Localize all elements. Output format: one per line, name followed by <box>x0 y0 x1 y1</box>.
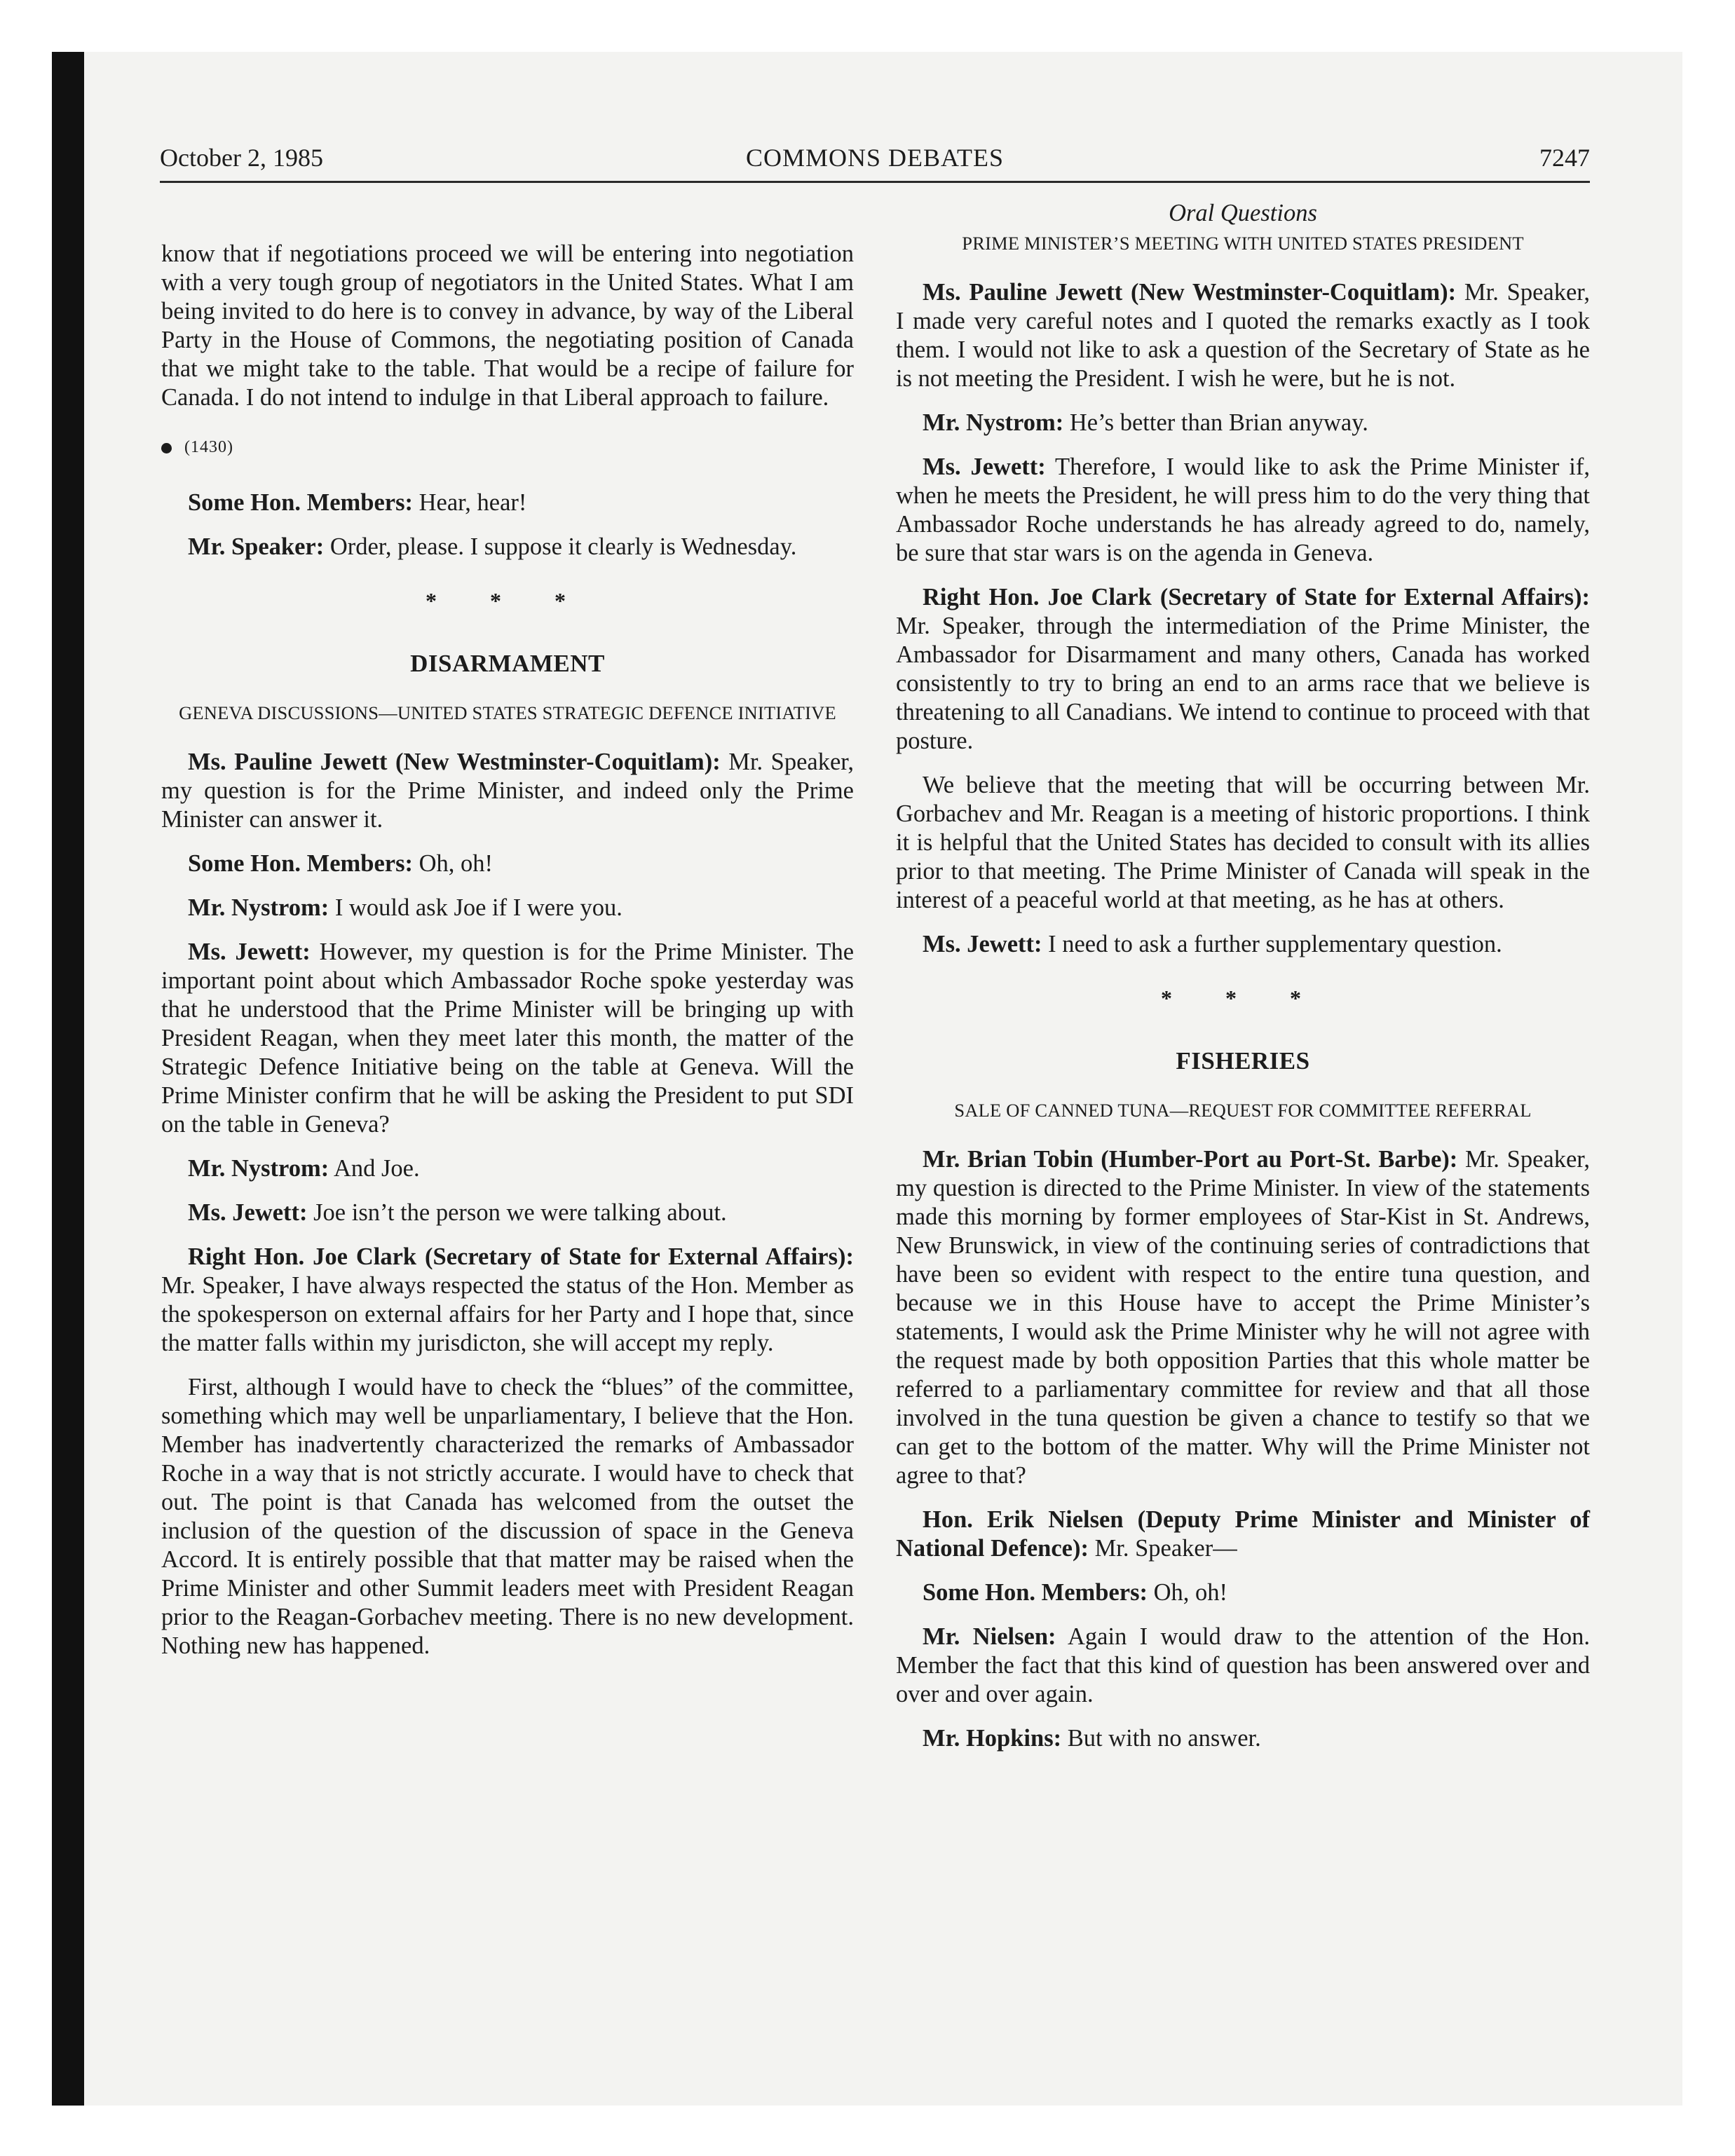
right-column <box>896 199 1590 1768</box>
speech-text: But with no answer. <box>1061 1725 1261 1752</box>
paragraph: know that if negotiations proceed we will be entering into negotiation with a very tough group of negotiators in the United States. What I am being invited to do here is to convey in advance, by way of the Liberal Party in the House of Commons, the negotiating position of Canada that we might take to the table. That would be a recipe of failure for Canada. I do not intend to indulge in that Liberal approach to failure. <box>161 240 854 411</box>
speech-text: Oh, oh! <box>1147 1579 1228 1606</box>
speech-text: Mr. Speaker— <box>1088 1535 1237 1562</box>
paragraph <box>896 1724 1590 1753</box>
paragraph <box>896 278 1590 393</box>
paragraph <box>896 453 1590 568</box>
paragraph <box>896 409 1590 437</box>
paragraph: We believe that the meeting that will be occurring between Mr. Gorbachev and Mr. Reagan is a meeting of historic proportions. I think it is helpful that the United States has decided to consult with its allies prior to that meeting. The Prime Minister of Canada will speak in the interest of a peaceful world at that meeting, as he has at others. <box>896 772 1590 913</box>
paragraph <box>161 748 854 834</box>
paragraph <box>896 1506 1590 1563</box>
speaker-name: Ms. Jewett: <box>188 939 311 965</box>
speech-text: Hear, hear! <box>412 489 527 516</box>
speaker-name: Ms. Jewett: <box>188 1199 308 1226</box>
speaker-name: Mr. Speaker: <box>188 533 325 560</box>
speaker-name: Some Hon. Members: <box>188 850 413 877</box>
speech-text: I need to ask a further supplementary question. <box>1042 931 1502 957</box>
left-column <box>161 240 854 1676</box>
speech-text: Mr. Speaker, through the intermediation of the Prime Minister, the Ambassador for Disarmament and many others, Canada has worked consistently to try to bring an end to an arms race that we believe is threatening to all Canadians. We intend to continue to proceed with that posture. <box>896 613 1590 754</box>
paragraph <box>896 1145 1590 1490</box>
header-date: October 2, 1985 <box>160 144 323 172</box>
section-heading: FISHERIES <box>1176 1047 1310 1074</box>
subheading: PRIME MINISTER’S MEETING WITH UNITED STATES PRESIDENT <box>962 233 1524 254</box>
speech-text: Mr. Speaker, I made very careful notes and I quoted the remarks exactly as I took them. I would not like to ask a question of the Secretary of State as he is not meeting the President. I wish he were, but he is not. <box>896 279 1590 392</box>
speech-text: Mr. Speaker, my question is directed to the Prime Minister. In view of the statements made this morning by former employees of Star-Kist in St. Andrews, New Brunswick, in view of the continuing series of contradictions that have been so evident with respect to the entire tuna question, and because we in this House have to accept the Prime Minister’s statements, I would ask the Prime Minister why he will not agree with the request made by both opposition Parties that this whole matter be referred to a parliamentary committee for review and that all those involved in the tuna question be given a chance to testify so that we can get to the bottom of the matter. Why will the Prime Minister not agree to that? <box>896 1146 1590 1489</box>
speaker-name: Ms. Jewett: <box>923 931 1042 957</box>
speaker-name: Ms. Pauline Jewett (New Westminster-Coquitlam): <box>923 279 1457 306</box>
paragraph <box>896 583 1590 756</box>
speech-text: Mr. Speaker, I have always respected the status of the Hon. Member as the spokesperson on external affairs for her Party and I hope that, since the matter falls within my jurisdicton, she will accept my reply. <box>161 1272 854 1356</box>
paragraph <box>161 1154 854 1183</box>
page-header <box>160 143 1590 182</box>
header-rule <box>160 181 1590 183</box>
section-heading: DISARMAMENT <box>410 650 605 677</box>
speaker-name: Some Hon. Members: <box>188 489 413 516</box>
bullet-icon <box>161 443 172 453</box>
paragraph: First, although I would have to check the “blues” of the committee, something which may well be unparliamentary, I believe that the Hon. Member has inadvertently characterized the remarks of Ambassador Roche in a way that is not strictly accurate. I would have to check that out. The point is that Canada has welcomed from the outset the inclusion of the question of the discussion of space in the Geneva Accord. It is entirely possible that that matter may be raised when the Prime Minister and other Summit leaders meet with President Reagan prior to the Reagan-Gorbachev meeting. There is no new development. Nothing new has happened. <box>161 1374 854 1659</box>
section-separator: * * * <box>426 588 590 613</box>
speech-text: Order, please. I suppose it clearly is Wednesday. <box>324 533 797 560</box>
subheading: SALE OF CANNED TUNA—REQUEST FOR COMMITTEE REFERRAL <box>954 1100 1532 1121</box>
speech-text: I would ask Joe if I were you. <box>329 894 622 921</box>
speaker-name: Mr. Brian Tobin (Humber-Port au Port-St. Barbe): <box>923 1146 1458 1173</box>
time-marker-text: (1430) <box>184 438 233 456</box>
speech-text: Mr. Speaker, my question is for the Prime Minister, and indeed only the Prime Minister can answer it. <box>161 749 854 833</box>
speaker-name: Ms. Jewett: <box>923 453 1046 480</box>
speaker-name: Ms. Pauline Jewett (New Westminster-Coquitlam): <box>188 749 721 775</box>
section-separator: * * * <box>1161 985 1325 1011</box>
paragraph <box>161 894 854 922</box>
paragraph <box>161 1199 854 1227</box>
speaker-name: Mr. Hopkins: <box>923 1725 1062 1752</box>
speech-text: However, my question is for the Prime Minister. The important point about which Ambassador Roche spoke yesterday was that he understood that the Prime Minister will be bringing up with President Reagan, when they meet later this month, the matter of the Strategic Defence Initiative being on the table at Geneva. Will the Prime Minister confirm that he will be asking the President to put SDI on the table in Geneva? <box>161 939 855 1138</box>
speech-text: Therefore, I would like to ask the Prime Minister if, when he meets the President, he will press him to do the very thing that Ambassador Roche understands he has already agreed to do, namely, be sure that star wars is on the agenda in Geneva. <box>896 453 1590 566</box>
header-page-number: 7247 <box>1539 144 1590 172</box>
subheading: GENEVA DISCUSSIONS—UNITED STATES STRATEGIC DEFENCE INITIATIVE <box>179 702 836 723</box>
paragraph <box>161 489 854 517</box>
speaker-name: Mr. Nystrom: <box>188 1155 329 1182</box>
speaker-name: Right Hon. Joe Clark (Secretary of State for External Affairs): <box>923 584 1590 610</box>
speech-text: Oh, oh! <box>412 850 494 877</box>
speaker-name: Mr. Nystrom: <box>188 894 329 921</box>
binding-edge <box>52 52 84 2106</box>
paragraph <box>161 1243 854 1358</box>
paragraph <box>161 533 854 561</box>
speaker-name: Hon. Erik Nielsen (Deputy Prime Minister and Minister of National Defence): <box>896 1506 1590 1562</box>
speech-text: Joe isn’t the person we were talking about. <box>307 1199 727 1226</box>
speaker-name: Some Hon. Members: <box>923 1579 1148 1606</box>
speaker-name: Right Hon. Joe Clark (Secretary of State for External Affairs): <box>188 1243 854 1270</box>
speech-text: Again I would draw to the attention of the Hon. Member the fact that this kind of question has been answered over and over and over again. <box>896 1623 1590 1707</box>
time-marker <box>161 433 854 462</box>
paragraph <box>896 930 1590 959</box>
paragraph <box>896 1578 1590 1607</box>
header-title: COMMONS DEBATES <box>745 144 1005 172</box>
paragraph <box>161 850 854 878</box>
speaker-name: Mr. Nielsen: <box>923 1623 1056 1650</box>
running-head: Oral Questions <box>1169 200 1317 226</box>
speech-text: He’s better than Brian anyway. <box>1063 409 1368 436</box>
paragraph <box>161 938 854 1139</box>
paragraph <box>896 1623 1590 1709</box>
speaker-name: Mr. Nystrom: <box>923 409 1064 436</box>
speech-text: And Joe. <box>329 1155 420 1182</box>
